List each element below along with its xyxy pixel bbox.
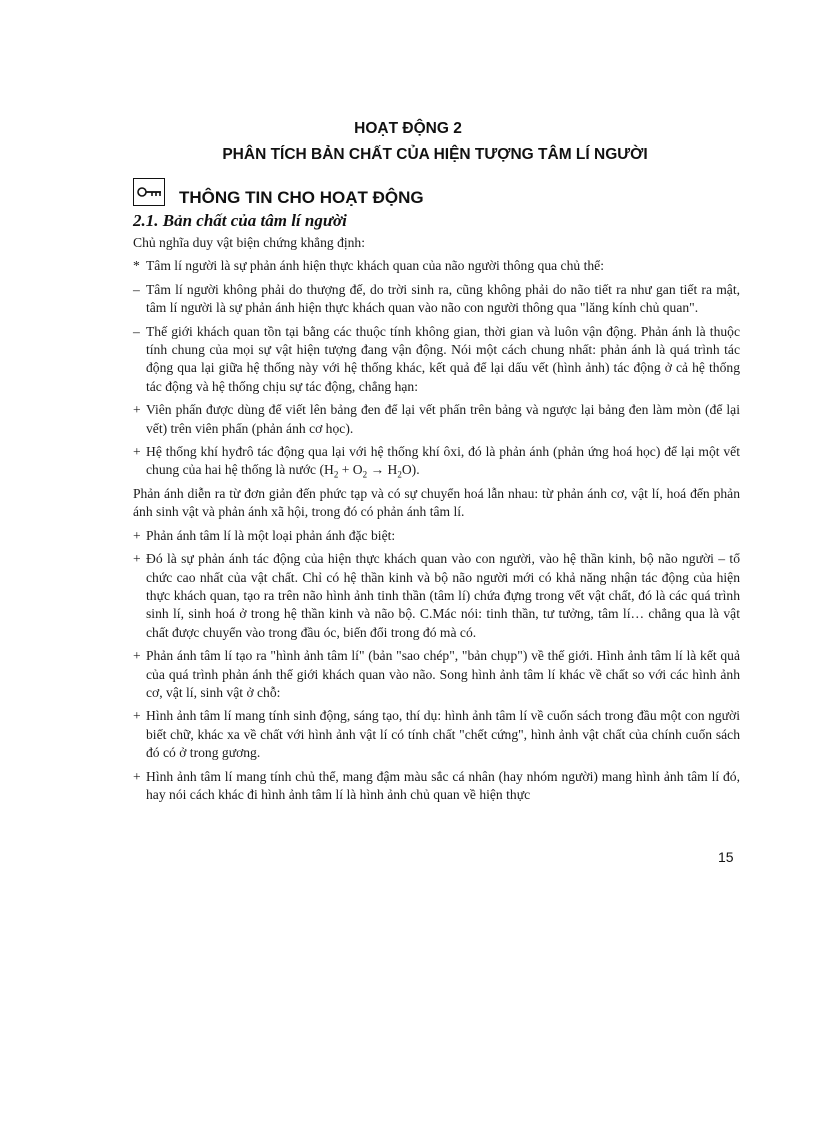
- list-item: [133, 550, 740, 642]
- dash-marker: –: [133, 281, 140, 297]
- formula-part: + O: [338, 462, 363, 478]
- chemical-formula: [319, 462, 420, 481]
- list-item: [133, 707, 740, 762]
- list-item: [133, 647, 740, 702]
- list-item: [133, 527, 740, 545]
- formula-subscript: 2: [333, 470, 339, 481]
- subsection-title: 2.1. Bản chất của tâm lí người: [133, 211, 347, 230]
- page-number: 15: [718, 849, 734, 865]
- asterisk-marker: *: [133, 258, 140, 274]
- list-item-text: Phản ánh tâm lí là một loại phản ánh đặc biệt:: [146, 527, 396, 543]
- page-title: PHÂN TÍCH BẢN CHẤT CỦA HIỆN TƯỢNG TÂM LÍ NGƯỜI: [222, 146, 648, 163]
- formula-part: (H: [319, 462, 334, 478]
- dash-marker: –: [133, 323, 140, 339]
- intro-paragraph: Chủ nghĩa duy vật biện chứng khẳng định:: [133, 235, 366, 250]
- formula-subscript: 2: [362, 470, 368, 481]
- list-item: [133, 768, 740, 805]
- plus-marker: +: [133, 527, 141, 543]
- body-text: [133, 234, 740, 809]
- list-item-text: Hình ảnh tâm lí mang tính sinh động, sáng tạo, thí dụ: hình ảnh tâm lí về cuốn sách trong đầu một con người biết chữ, khác xa về chất với hình ảnh vật lí có tính chất "chết cứng", hình ảnh vật chất của chính cuốn sách đó có ở trong gương.: [146, 708, 740, 761]
- formula-part: → H: [367, 462, 398, 478]
- list-item-text: Phản ánh tâm lí tạo ra "hình ảnh tâm lí" (bản "sao chép", "bản chụp") về thế giới. Hình ảnh tâm lí là kết quả của quá trình phản ánh thế giới khách quan vào não. Song hình ảnh tâm lí khác về chất so với các hình ảnh cơ, vật lí, sinh vật ở chỗ:: [146, 648, 740, 700]
- plus-marker: +: [133, 648, 141, 664]
- plus-marker: +: [133, 708, 141, 724]
- list-item: [133, 281, 740, 318]
- list-item-text: Tâm lí người là sự phản ánh hiện thực khách quan của não người thông qua chủ thể:: [146, 258, 604, 274]
- list-item-text: Đó là sự phản ánh tác động của hiện thực khách quan vào con người, vào hệ thần kinh, bộ não người – tổ chức cao nhất của vật chất. Chỉ có hệ thần kinh và bộ não người mới có khả năng nhận tác động của hiện thực khách quan, tạo ra trên não hình ảnh tinh thần (tâm lí) chứa đựng trong vết vật chất, đó là các quá trình sinh lí, sinh hoá ở trong hệ thần kinh và não bộ. C.Mác nói: tinh thần, tư tưởng, tâm lí… chẳng qua là vật chất được chuyển vào trong đầu óc, biến đổi trong đó mà có.: [146, 551, 740, 640]
- list-item-text: Thế giới khách quan tồn tại bằng các thuộc tính không gian, thời gian và luôn vận động. Phản ánh là thuộc tính chung của mọi sự vật hiện tượng đang vận động. Nói một cách chung nhất: phản ánh là quá trình tác động qua lại giữa hệ thống này với hệ thống khác, kết quả để lại dấu vết (hình ảnh) tác động ở cả hệ thống tác động và hệ thống chịu sự tác động, chẳng hạn:: [146, 323, 740, 394]
- formula-subscript: 2: [397, 470, 402, 481]
- section-title: THÔNG TIN CHO HOẠT ĐỘNG: [179, 188, 424, 207]
- list-item-text: Tâm lí người không phải do thượng đế, do trời sinh ra, cũng không phải do não tiết ra như gan tiết ra mật, tâm lí người là sự phản ánh hiện thực khách quan vào não con người thông qua "lăng kính chủ quan".: [146, 281, 740, 316]
- plus-marker: +: [133, 551, 141, 567]
- list-item-text: Hệ thống khí hyđrô tác động qua lại với hệ thống khí ôxi, đó là phản ánh (phản ứng hoá học) để lại một vết chung của hai hệ thống là nước: [146, 444, 740, 478]
- plus-marker: +: [133, 444, 141, 460]
- list-item: [133, 443, 740, 480]
- plus-marker: +: [133, 402, 141, 418]
- list-item: [133, 257, 740, 275]
- key-icon: [133, 178, 165, 206]
- paragraph: Phản ánh diễn ra từ đơn giản đến phức tạp và có sự chuyển hoá lẫn nhau: từ phản ánh cơ, vật lí, hoá đến phản ánh sinh vật và phản ánh xã hội, trong đó có phản ánh tâm lí.: [133, 485, 740, 520]
- list-item-text: Hình ảnh tâm lí mang tính chủ thể, mang đậm màu sắc cá nhân (hay nhóm người) mang hình ảnh tâm lí đó, hay nói cách khác đi hình ảnh tâm lí là hình ảnh chủ quan về hiện thực: [146, 768, 740, 802]
- list-item-text: Viên phấn được dùng để viết lên bảng đen để lại vết phấn trên bảng và ngược lại bảng đen làm mòn (để lại vết) trên viên phấn (phản ánh cơ học).: [146, 402, 740, 436]
- formula-part: O).: [401, 462, 420, 478]
- list-item: [133, 401, 740, 438]
- activity-heading: HOẠT ĐỘNG 2: [354, 120, 462, 137]
- list-item: [133, 323, 740, 397]
- plus-marker: +: [133, 768, 141, 784]
